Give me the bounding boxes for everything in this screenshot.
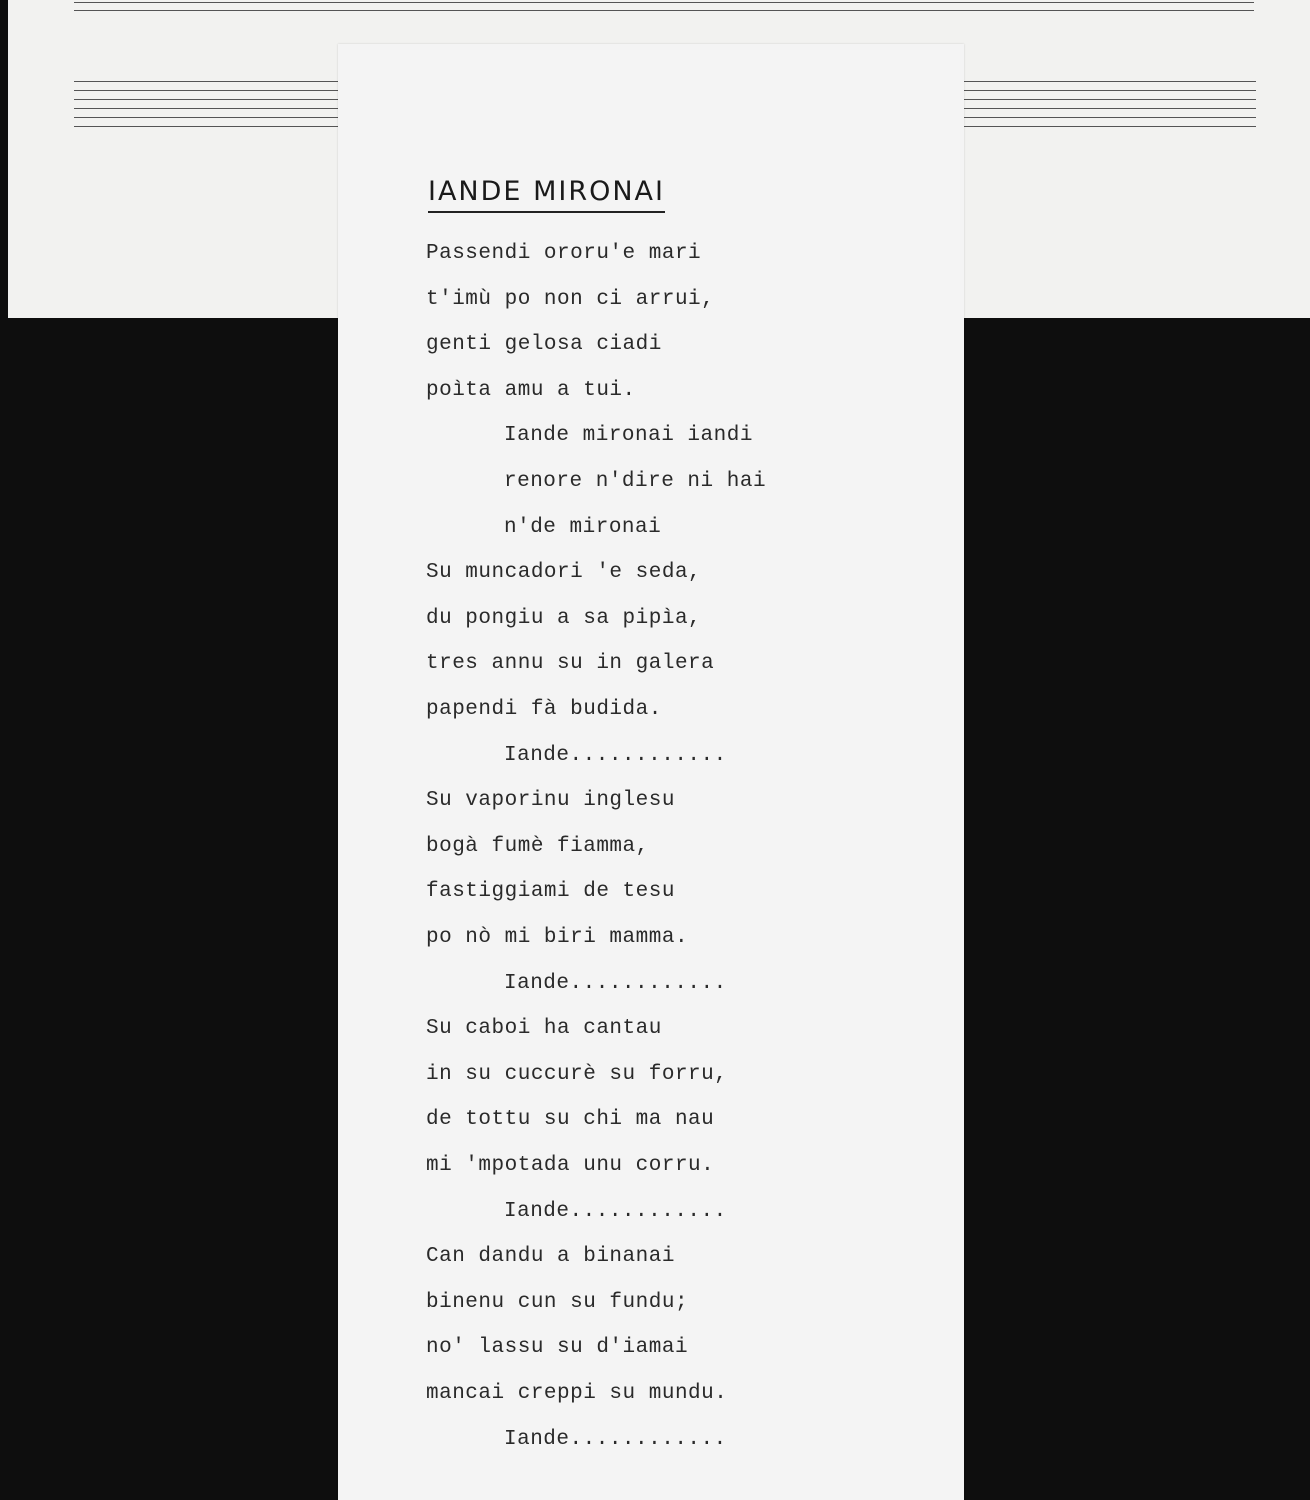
refrain-line: Iande............	[504, 1427, 727, 1451]
refrain-line: Iande............	[504, 743, 727, 767]
verse-line: no' lassu su d'iamai	[426, 1336, 689, 1360]
staff-line	[956, 81, 1256, 82]
refrain-line: n'de mironai	[504, 515, 662, 539]
verse-line: mancai creppi su mundu.	[426, 1382, 728, 1405]
staff-line	[956, 99, 1256, 100]
verse-line: po nò mi biri mamma.	[426, 926, 689, 949]
staff-line	[74, 2, 1254, 3]
staff-line	[74, 99, 340, 100]
staff-line	[956, 126, 1256, 127]
refrain-line: Iande............	[504, 1199, 727, 1223]
verse-line: de tottu su chi ma nau	[426, 1108, 715, 1132]
verse-line: genti gelosa ciadi	[426, 333, 662, 357]
verse-line: mi 'mpotada unu corru.	[426, 1154, 715, 1177]
verse-line: poìta amu a tui.	[426, 378, 636, 402]
refrain-line: Iande mironai iandi	[504, 424, 753, 448]
verse-line: fastiggiami de tesu	[426, 880, 675, 904]
refrain-line: Iande............	[504, 971, 727, 995]
verse-line: Can dandu a binanai	[426, 1245, 675, 1269]
staff-line	[956, 90, 1256, 91]
refrain-line: renore n'dire ni hai	[504, 470, 767, 493]
staff-line	[74, 126, 340, 127]
verse-line: tres annu su in galera	[426, 652, 715, 676]
staff-line	[956, 117, 1256, 118]
verse-line: Su muncadori 'e seda,	[426, 561, 702, 585]
song-title: IANDE MIRONAI	[428, 176, 665, 213]
verse-line: Su vaporinu inglesu	[426, 789, 675, 813]
verse-line: binenu cun su fundu;	[426, 1290, 689, 1314]
staff-line	[74, 90, 340, 91]
verse-line: t'imù po non ci arrui,	[426, 287, 715, 311]
staff-line	[74, 81, 340, 82]
staff-line	[74, 108, 340, 109]
typed-lyrics-sheet	[338, 44, 964, 1500]
verse-line: bogà fumè fiamma,	[426, 834, 649, 858]
verse-line: Su caboi ha cantau	[426, 1017, 662, 1041]
staff-line	[956, 108, 1256, 109]
verse-line: Passendi ororu'e mari	[426, 242, 702, 265]
verse-line: papendi fà budida.	[426, 698, 662, 721]
staff-line	[74, 10, 1254, 11]
verse-line: in su cuccurè su forru,	[426, 1062, 728, 1086]
verse-line: du pongiu a sa pipìa,	[426, 606, 702, 630]
staff-line	[74, 117, 340, 118]
